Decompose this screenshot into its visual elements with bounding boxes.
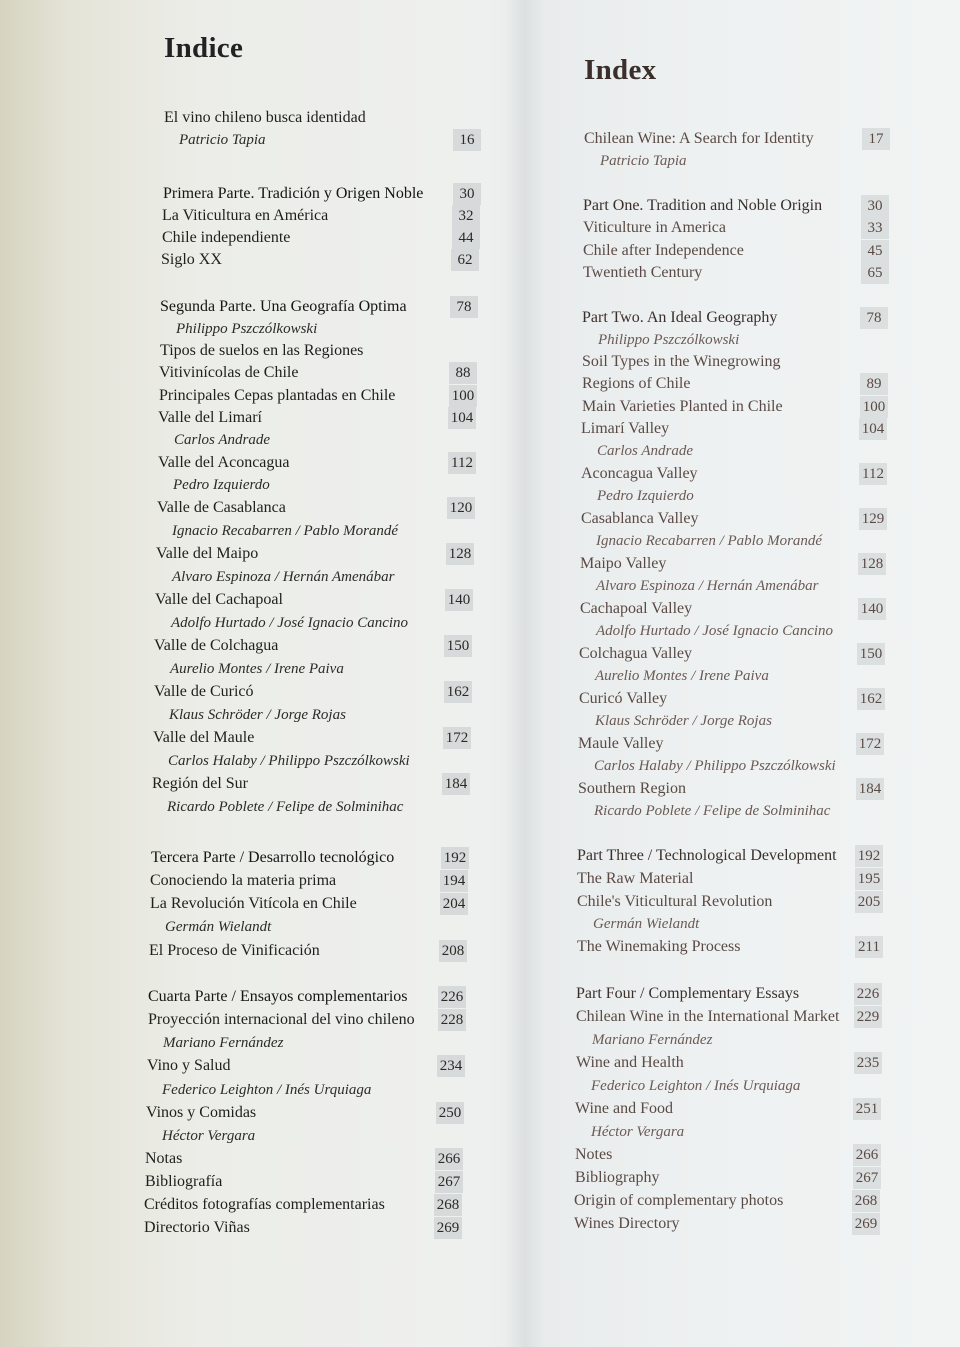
indice-page-number: 228: [438, 1009, 466, 1031]
indice-entry-title: Valle del Limarí: [158, 409, 262, 426]
index-page-number: 195: [855, 868, 883, 890]
indice-author-name: Alvaro Espinoza / Hernán Amenábar: [172, 569, 395, 585]
index-page-number: 226: [854, 983, 882, 1005]
indice-author-name: Mariano Fernández: [163, 1035, 284, 1051]
index-page-number: 129: [859, 508, 887, 530]
index-author-name: Aurelio Montes / Irene Paiva: [595, 668, 769, 684]
index-entry-title: Chilean Wine: A Search for Identity: [584, 130, 814, 147]
indice-author-name: Carlos Andrade: [174, 432, 270, 448]
index-entry-title: The Winemaking Process: [577, 938, 741, 955]
indice-page-number: 172: [443, 727, 471, 749]
index-entry-title: Part Two. An Ideal Geography: [582, 309, 778, 326]
page-title-indice: Indice: [164, 32, 244, 64]
indice-entry-title: Región del Sur: [152, 775, 248, 792]
indice-author-name: Ricardo Poblete / Felipe de Solminihac: [167, 799, 404, 815]
index-page-number: 45: [861, 240, 889, 262]
index-page-number: 184: [856, 778, 884, 800]
indice-page-number: 30: [453, 183, 481, 205]
indice-page-number: 267: [435, 1171, 463, 1193]
index-author-name: Carlos Halaby / Philippo Pszczólkowski: [594, 758, 836, 774]
index-author-name: Pedro Izquierdo: [597, 488, 694, 504]
index-author-name: Philippo Pszczólkowski: [598, 332, 740, 348]
indice-page-number: 226: [438, 986, 466, 1008]
indice-page-number: 78: [450, 296, 478, 318]
indice-entry-title: El Proceso de Vinificación: [149, 942, 320, 959]
indice-page-number: 162: [444, 681, 472, 703]
indice-entry-title: Cuarta Parte / Ensayos complementarios: [148, 988, 408, 1005]
indice-entry-title: Primera Parte. Tradición y Origen Noble: [163, 185, 424, 202]
indice-entry-title: Valle de Colchagua: [154, 637, 279, 654]
indice-entry-title: Notas: [145, 1150, 183, 1167]
index-entry-title: Wine and Food: [575, 1100, 674, 1117]
index-entry-title: Cachapoal Valley: [580, 600, 693, 617]
index-entry-title: Notes: [575, 1146, 613, 1163]
indice-entry-title: Bibliografía: [145, 1173, 223, 1190]
indice-author-name: Carlos Halaby / Philippo Pszczólkowski: [168, 753, 410, 769]
index-author-name: Héctor Vergara: [591, 1124, 685, 1140]
indice-entry-title: La Revolución Vitícola en Chile: [150, 895, 357, 912]
index-page-number: 235: [854, 1052, 882, 1074]
indice-page-number: 32: [452, 205, 480, 227]
indice-page-number: 234: [437, 1055, 465, 1077]
indice-author-name: Ignacio Recabarren / Pablo Morandé: [172, 523, 399, 539]
indice-entry-title: Valle del Cachapoal: [155, 591, 283, 608]
index-author-name: Ignacio Recabarren / Pablo Morandé: [596, 533, 823, 549]
indice-page-number: 150: [444, 635, 472, 657]
index-author-name: Ricardo Poblete / Felipe de Solminihac: [594, 803, 831, 819]
indice-page-number: 268: [434, 1194, 462, 1216]
index-page-number: 33: [861, 217, 889, 239]
indice-entry-title: La Viticultura en América: [162, 207, 329, 224]
indice-entry-title: Vino y Salud: [147, 1057, 231, 1074]
index-entry-title: Regions of Chile: [582, 375, 691, 392]
indice-entry-title: Valle del Maipo: [156, 545, 259, 562]
index-author-name: Adolfo Hurtado / José Ignacio Cancino: [596, 623, 834, 639]
indice-author-name: Pedro Izquierdo: [173, 477, 270, 493]
index-entry-title: Limarí Valley: [581, 420, 670, 437]
index-author-name: Mariano Fernández: [592, 1032, 713, 1048]
indice-entry-title: Chile independiente: [162, 229, 291, 246]
index-page-number: 128: [858, 553, 886, 575]
index-entry-title: Maipo Valley: [580, 555, 667, 572]
indice-author-name: Philippo Pszczólkowski: [176, 321, 318, 337]
indice-page-number: 266: [435, 1148, 463, 1170]
index-page-number: 30: [861, 195, 889, 217]
indice-entry-title: Segunda Parte. Una Geografía Optima: [160, 298, 407, 315]
indice-author-name: Federico Leighton / Inés Urquiaga: [162, 1082, 372, 1098]
index-page-number: 172: [856, 733, 884, 755]
indice-author-name: Aurelio Montes / Irene Paiva: [170, 661, 344, 677]
index-page-number: 229: [854, 1006, 882, 1028]
index-page-number: 211: [855, 936, 883, 958]
indice-page-number: 44: [452, 227, 480, 249]
index-page-number: 112: [859, 463, 887, 485]
index-page-number: 268: [852, 1190, 880, 1212]
indice-page-number: 112: [448, 452, 476, 474]
indice-entry-title: Valle del Aconcagua: [158, 454, 290, 471]
index-entry-title: Main Varieties Planted in Chile: [582, 398, 783, 415]
index-page-number: 78: [860, 307, 888, 329]
indice-page-number: 100: [449, 385, 477, 407]
index-page-number: 162: [857, 688, 885, 710]
index-entry-title: Bibliography: [575, 1169, 660, 1186]
index-entry-title: Part One. Tradition and Noble Origin: [583, 197, 823, 214]
indice-author-name: Klaus Schröder / Jorge Rojas: [169, 707, 346, 723]
index-entry-title: Twentieth Century: [583, 264, 703, 281]
indice-entry-title: Valle de Casablanca: [157, 499, 286, 516]
indice-entry-title: Tipos de suelos en las Regiones: [160, 342, 364, 359]
index-entry-title: Wines Directory: [574, 1215, 680, 1232]
index-entry-title: Colchagua Valley: [579, 645, 693, 662]
indice-entry-title: Vinos y Comidas: [146, 1104, 257, 1121]
indice-page-number: 194: [440, 870, 468, 892]
indice-entry-title: Valle de Curicó: [154, 683, 254, 700]
index-entry-title: Origin of complementary photos: [574, 1192, 784, 1209]
index-author-name: Carlos Andrade: [597, 443, 693, 459]
index-page-number: 267: [853, 1167, 881, 1189]
index-page-number: 266: [853, 1144, 881, 1166]
index-entry-title: Part Four / Complementary Essays: [576, 985, 800, 1002]
index-entry-title: Casablanca Valley: [581, 510, 699, 527]
index-entry-title: Part Three / Technological Development: [577, 847, 837, 864]
index-author-name: Germán Wielandt: [593, 916, 700, 932]
indice-entry-title: Vitivinícolas de Chile: [159, 364, 299, 381]
indice-author-name: Héctor Vergara: [162, 1128, 256, 1144]
index-entry-title: Chile's Viticultural Revolution: [577, 893, 773, 910]
index-page-number: 150: [857, 643, 885, 665]
index-page-number: 104: [859, 418, 887, 440]
index-author-name: Alvaro Espinoza / Hernán Amenábar: [596, 578, 819, 594]
index-entry-title: Chilean Wine in the International Market: [576, 1008, 840, 1025]
indice-entry-title: Tercera Parte / Desarrollo tecnológico: [151, 849, 395, 866]
indice-author-name: Adolfo Hurtado / José Ignacio Cancino: [171, 615, 409, 631]
index-entry-title: Curicó Valley: [579, 690, 668, 707]
index-entry-title: Soil Types in the Winegrowing: [582, 353, 781, 370]
index-page-number: 269: [852, 1213, 880, 1235]
indice-entry-title: Créditos fotografías complementarias: [144, 1196, 385, 1213]
indice-page-number: 120: [447, 497, 475, 519]
indice-page-number: 269: [434, 1217, 462, 1239]
indice-page-number: 250: [436, 1102, 464, 1124]
indice-page-number: 192: [441, 847, 469, 869]
indice-page-number: 62: [451, 249, 479, 271]
index-entry-title: Southern Region: [578, 780, 686, 797]
index-entry-title: Wine and Health: [576, 1054, 684, 1071]
indice-page-number: 208: [439, 940, 467, 962]
indice-entry-title: Principales Cepas plantadas en Chile: [159, 387, 396, 404]
book-gutter: [505, 0, 545, 1347]
indice-page-number: 104: [448, 407, 476, 429]
indice-page-number: 204: [440, 893, 468, 915]
indice-entry-title: Directorio Viñas: [144, 1219, 250, 1236]
indice-page-number: 184: [442, 773, 470, 795]
indice-entry-title: Conociendo la materia prima: [150, 872, 337, 889]
index-entry-title: Maule Valley: [578, 735, 664, 752]
indice-entry-title: El vino chileno busca identidad: [164, 109, 366, 126]
index-page-number: 17: [862, 128, 890, 150]
index-entry-title: Chile after Independence: [583, 242, 744, 259]
index-author-name: Federico Leighton / Inés Urquiaga: [591, 1078, 801, 1094]
indice-entry-title: Siglo XX: [161, 251, 222, 268]
indice-page-number: 88: [449, 362, 477, 384]
indice-page-number: 16: [453, 129, 481, 151]
indice-author-name: Germán Wielandt: [165, 919, 272, 935]
indice-page-number: 140: [445, 589, 473, 611]
index-page-number: 251: [853, 1098, 881, 1120]
index-author-name: Patricio Tapia: [600, 153, 687, 169]
index-page-number: 205: [855, 891, 883, 913]
index-page-number: 100: [860, 396, 888, 418]
index-entry-title: Aconcagua Valley: [581, 465, 698, 482]
indice-page-number: 128: [446, 543, 474, 565]
index-page-number: 192: [855, 845, 883, 867]
index-entry-title: The Raw Material: [577, 870, 694, 887]
page-title-index: Index: [584, 54, 657, 86]
indice-entry-title: Proyección internacional del vino chileno: [148, 1011, 415, 1028]
index-page-number: 65: [861, 262, 889, 284]
indice-author-name: Patricio Tapia: [179, 132, 266, 148]
index-page-number: 140: [858, 598, 886, 620]
index-entry-title: Viticulture in America: [583, 219, 726, 236]
indice-entry-title: Valle del Maule: [153, 729, 255, 746]
index-page-number: 89: [860, 373, 888, 395]
index-author-name: Klaus Schröder / Jorge Rojas: [595, 713, 772, 729]
